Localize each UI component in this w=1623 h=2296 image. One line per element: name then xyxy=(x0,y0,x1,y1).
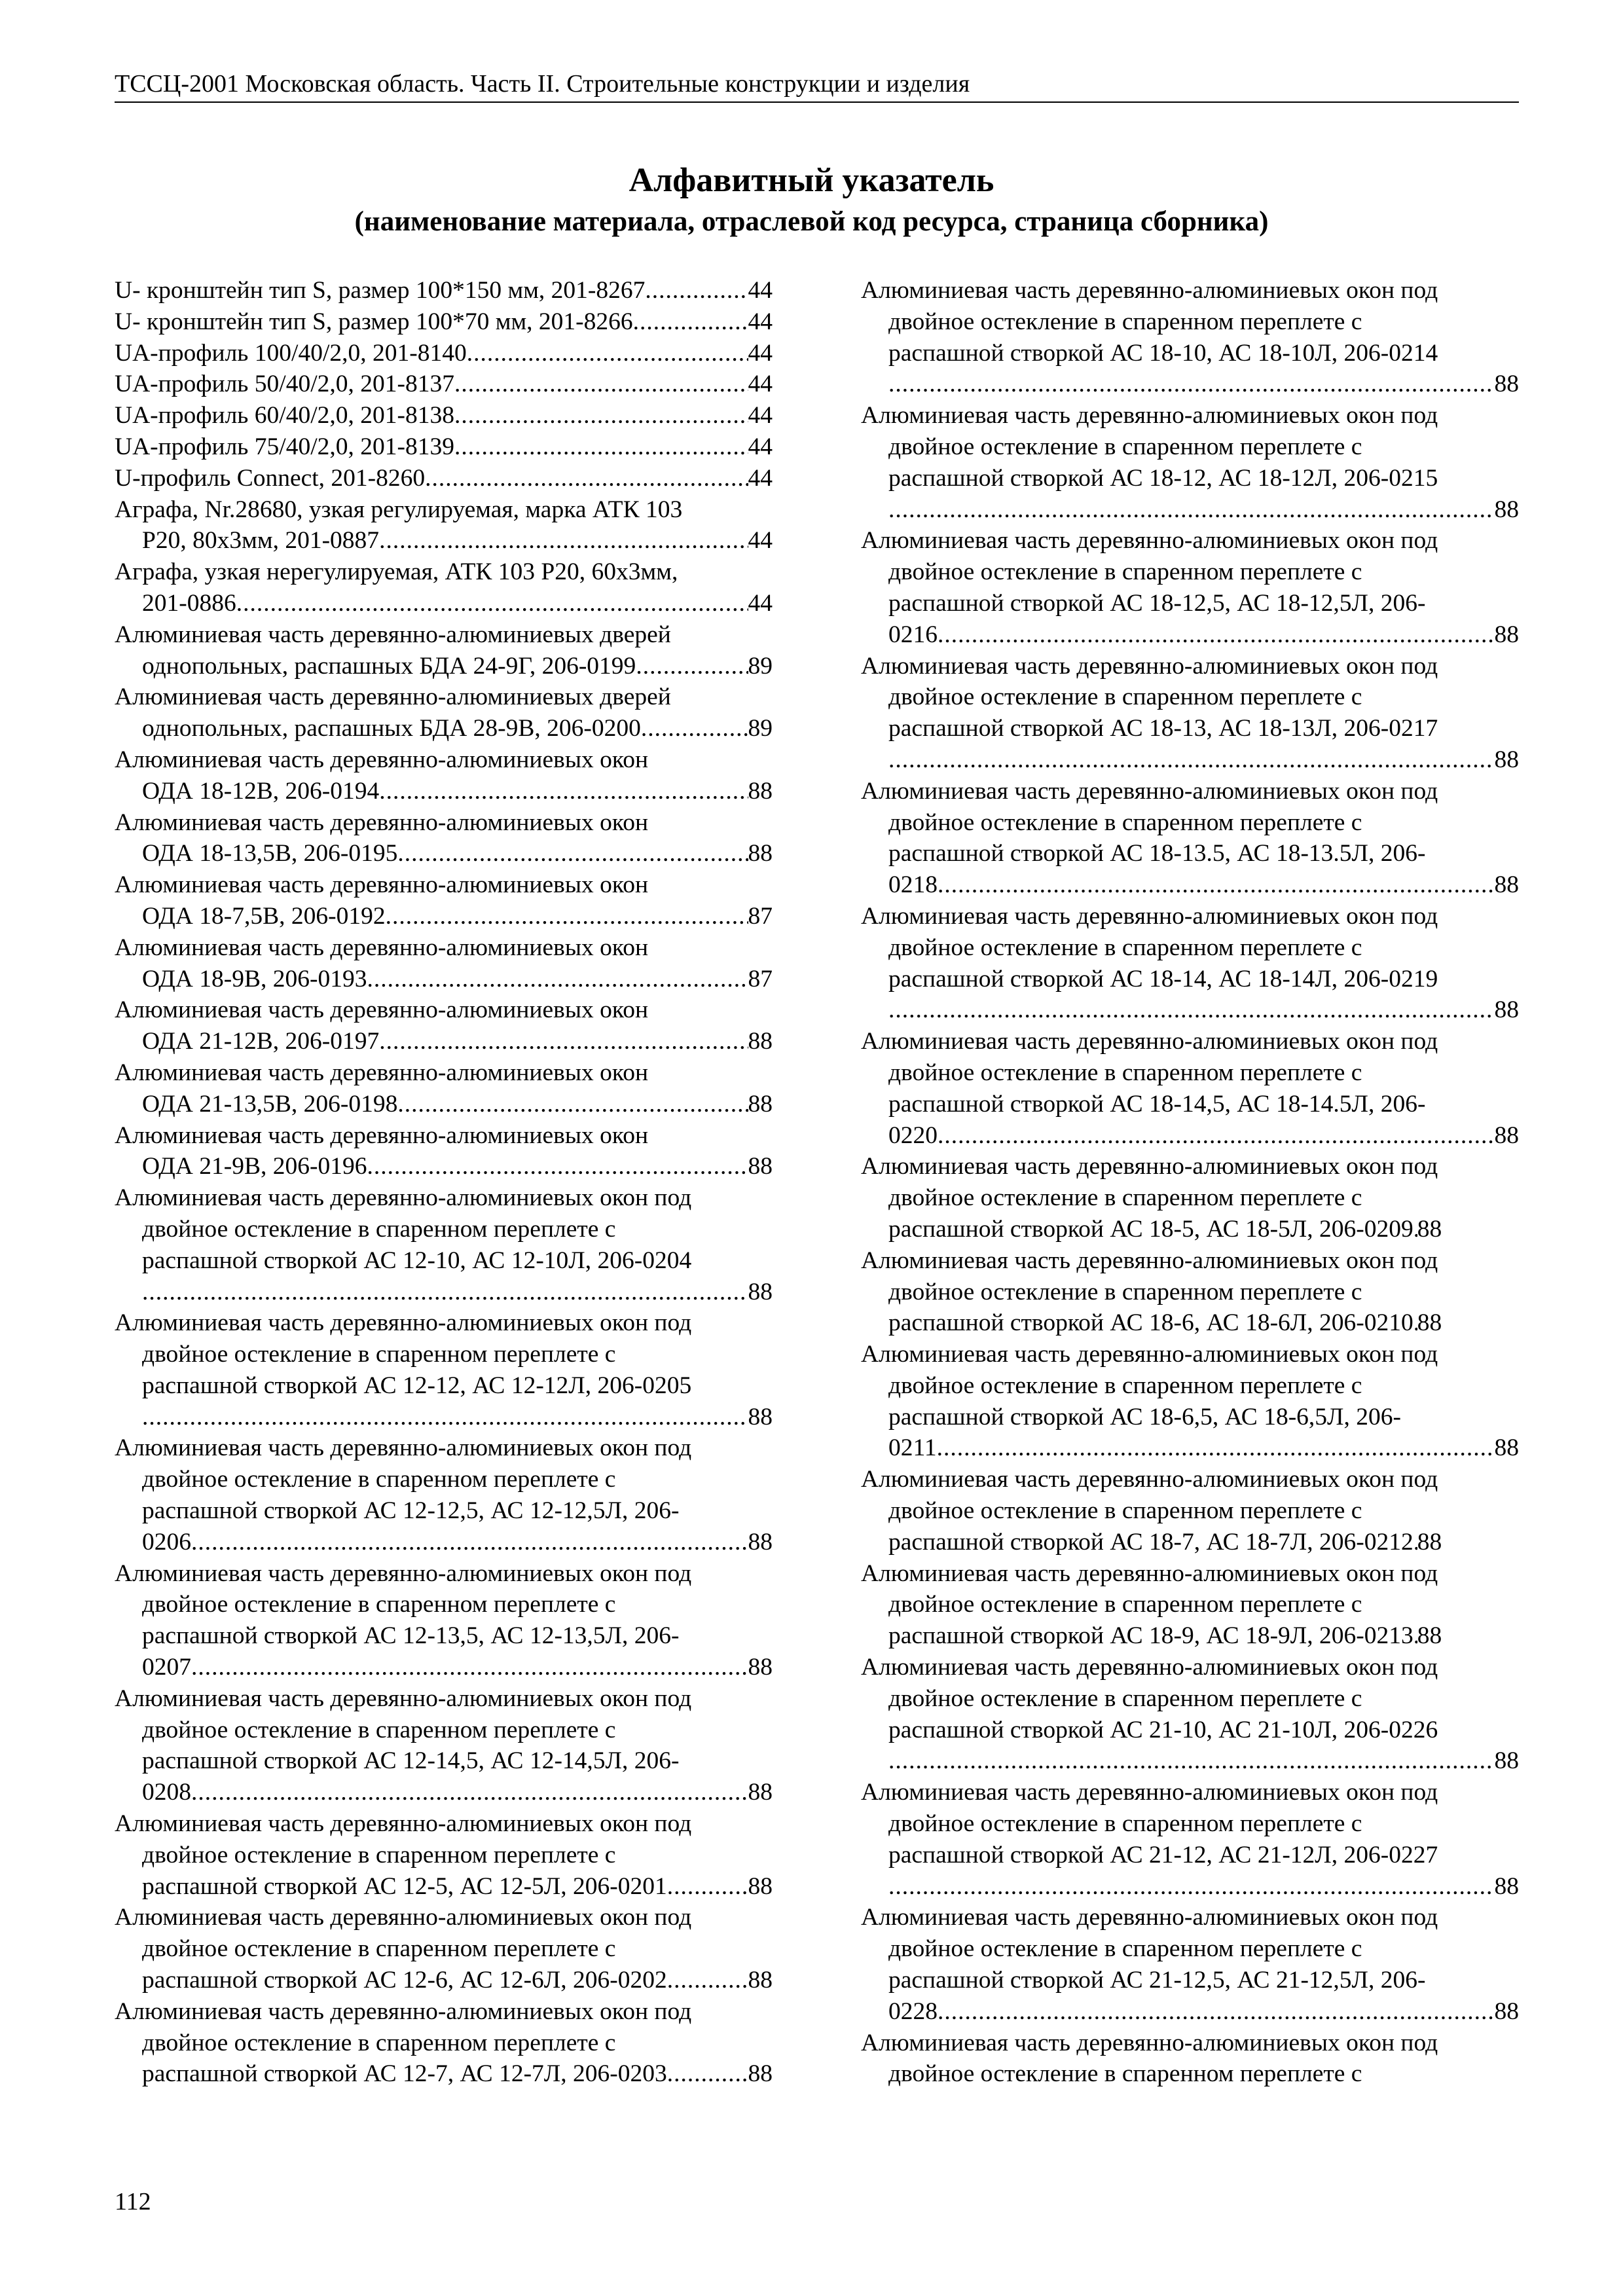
index-entry-text: распашной створкой АС 21-10, АС 21-10Л, 206-0226 xyxy=(888,1716,1438,1743)
dot-leader xyxy=(633,306,748,338)
index-entry xyxy=(115,431,773,463)
index-entry-text: Алюминиевая часть деревянно-алюминиевых окон под xyxy=(861,1779,1438,1806)
index-entry-text: двойное остекление в спаренном переплете с xyxy=(888,1278,1362,1305)
dot-leader xyxy=(888,1745,1495,1777)
dot-leader xyxy=(636,651,748,682)
index-entry xyxy=(115,1120,773,1183)
index-entry-text: Алюминиевая часть деревянно-алюминиевых окон xyxy=(115,1121,649,1149)
index-entry-text: Алюминиевая часть деревянно-алюминиевых окон под xyxy=(861,1341,1438,1368)
index-entry-text: двойное остекление в спаренном переплете с xyxy=(142,1591,616,1618)
index-entry-page: 87 xyxy=(748,965,773,993)
index-entry-text: UA-профиль 100/40/2,0, 201-8140 xyxy=(115,339,467,367)
index-entry-text: Алюминиевая часть деревянно-алюминиевых окон под xyxy=(115,1685,692,1712)
index-entry xyxy=(861,1558,1519,1652)
index-entry-page: 88 xyxy=(1494,1121,1519,1149)
index-entry xyxy=(115,807,773,870)
dot-leader xyxy=(397,1089,748,1120)
index-entry-text: распашной створкой АС 18-13, АС 18-13Л, 206-0217 xyxy=(888,715,1438,742)
index-entry-page: 88 xyxy=(748,2060,773,2088)
index-entry-text: двойное остекление в спаренном переплете с xyxy=(142,1841,616,1868)
index-entry-text: распашной створкой АС 12-5, АС 12-5Л, 206-0201 xyxy=(142,1872,667,1900)
index-entry-page: 44 xyxy=(748,464,773,492)
index-entry-text: U-профиль Connect, 201-8260 xyxy=(115,464,426,492)
index-entry-page: 44 xyxy=(748,339,773,367)
index-entry-text: Алюминиевая часть деревянно-алюминиевых окон xyxy=(115,996,649,1024)
index-entry-text: ОДА 21-13,5В, 206-0198 xyxy=(142,1090,398,1118)
index-entry-page: 88 xyxy=(748,1779,773,1806)
index-entry-page: 88 xyxy=(1494,371,1519,398)
index-entry xyxy=(115,369,773,400)
index-entry-text: двойное остекление в спаренном переплете с xyxy=(142,1341,616,1368)
index-entry-page: 89 xyxy=(748,652,773,680)
index-entry xyxy=(861,400,1519,525)
index-entry-page: 88 xyxy=(748,777,773,805)
dot-leader xyxy=(425,463,748,494)
dot-leader xyxy=(142,1277,748,1308)
index-entry xyxy=(861,651,1519,776)
index-entry-text: U- кронштейн тип S, размер 100*70 мм, 201-8266 xyxy=(115,308,633,335)
dot-leader xyxy=(379,525,748,556)
index-entry-text: двойное остекление в спаренном переплете с xyxy=(888,934,1362,961)
dot-leader xyxy=(938,1120,1495,1152)
index-entry xyxy=(861,776,1519,901)
dot-leader xyxy=(938,1996,1495,2028)
index-entry-text: двойное остекление в спаренном переплете с xyxy=(888,1685,1362,1712)
index-entry-text: Алюминиевая часть деревянно-алюминиевых окон под xyxy=(115,1810,692,1838)
index-entry-text: двойное остекление в спаренном переплете с xyxy=(142,1466,616,1493)
index-entry xyxy=(115,556,773,619)
index-entry-page: 88 xyxy=(1417,1309,1442,1337)
index-title: Алфавитный указатель xyxy=(629,162,994,199)
index-entry-text: однопольных, распашных БДА 28-9В, 206-0200 xyxy=(142,715,641,742)
index-entry-text: распашной створкой АС 18-10, АС 18-10Л, 206-0214 xyxy=(888,339,1438,367)
index-entry-text: Алюминиевая часть деревянно-алюминиевых окон под xyxy=(861,1559,1438,1587)
index-entry-text: распашной створкой АС 21-12, АС 21-12Л, 206-0227 xyxy=(888,1841,1438,1868)
index-entry-page: 44 xyxy=(748,433,773,460)
dot-leader xyxy=(454,431,748,463)
dot-leader xyxy=(454,369,748,400)
index-entry xyxy=(115,994,773,1057)
index-entry-text: 0218 xyxy=(888,871,938,899)
dot-leader xyxy=(888,994,1495,1026)
dot-leader xyxy=(191,1527,748,1558)
index-entry-text: ОДА 18-13,5В, 206-0195 xyxy=(142,840,398,867)
index-entry-text: ОДА 21-12В, 206-0197 xyxy=(142,1028,380,1055)
index-entry-text: двойное остекление в спаренном переплете с xyxy=(888,1497,1362,1525)
dot-leader xyxy=(142,1402,748,1433)
index-entry-text: 0208 xyxy=(142,1779,191,1806)
index-entry-text: Алюминиевая часть деревянно-алюминиевых окон под xyxy=(861,1904,1438,1931)
index-entry-page: 88 xyxy=(748,1278,773,1305)
index-entry-page: 44 xyxy=(748,527,773,555)
dot-leader xyxy=(191,1777,748,1808)
dot-leader xyxy=(888,744,1495,776)
index-entry-text: Алюминиевая часть деревянно-алюминиевых окон xyxy=(115,871,649,899)
index-entry xyxy=(861,525,1519,650)
index-entry-text: двойное остекление в спаренном переплете с xyxy=(142,2029,616,2056)
index-entry-page: 88 xyxy=(1494,621,1519,648)
index-entry-text: распашной створкой АС 18-12,5, АС 18-12,5Л, 206- xyxy=(888,589,1426,617)
dot-leader xyxy=(367,1151,748,1182)
dot-leader xyxy=(937,1432,1495,1464)
index-entry-text: UA-профиль 75/40/2,0, 201-8139 xyxy=(115,433,454,460)
index-entry-page: 88 xyxy=(748,1872,773,1900)
index-entry-text: двойное остекление в спаренном переплете с xyxy=(888,1372,1362,1399)
index-entry xyxy=(115,682,773,744)
index-entry-page: 88 xyxy=(748,1528,773,1556)
index-entry-text: двойное остекление в спаренном переплете с xyxy=(888,1184,1362,1212)
index-entry-text: UA-профиль 50/40/2,0, 201-8137 xyxy=(115,371,454,398)
index-entry-text: Алюминиевая часть деревянно-алюминиевых окон xyxy=(115,934,649,961)
index-entry-page: 88 xyxy=(1417,1215,1442,1243)
index-entry-page: 88 xyxy=(1494,1997,1519,2025)
index-entry xyxy=(861,1151,1519,1245)
index-entry-page: 88 xyxy=(1494,1747,1519,1775)
index-entry-text: однопольных, распашных БДА 24-9Г, 206-0199 xyxy=(142,652,636,680)
index-entry-text: двойное остекление в спаренном переплете с xyxy=(888,809,1362,836)
dot-leader xyxy=(367,964,748,995)
index-entry-text: двойное остекление в спаренном переплете с xyxy=(888,683,1362,711)
index-entry-text: Алюминиевая часть деревянно-алюминиевых окон под xyxy=(861,777,1438,805)
index-entry xyxy=(115,1432,773,1558)
index-entry-text: ОДА 18-12В, 206-0194 xyxy=(142,777,380,805)
index-subtitle: (наименование материала, отраслевой код ресурса, страница сборника) xyxy=(354,206,1269,237)
index-entry-text: двойное остекление в спаренном переплете с xyxy=(888,1935,1362,1963)
index-entry-text: распашной створкой АС 12-13,5, АС 12-13,5Л, 206- xyxy=(142,1622,680,1650)
index-entry-page: 88 xyxy=(1494,1872,1519,1900)
dot-leader xyxy=(386,901,748,932)
index-entry xyxy=(861,1339,1519,1464)
index-entry-text: распашной створкой АС 18-14, АС 18-14Л, 206-0219 xyxy=(888,965,1438,993)
index-entry xyxy=(115,1057,773,1120)
index-entry-text: Алюминиевая часть деревянно-алюминиевых окон под xyxy=(115,1184,692,1212)
index-entry-text: распашной створкой АС 18-7, АС 18-7Л, 206-0212 xyxy=(888,1528,1413,1556)
index-entry-page: 88 xyxy=(748,840,773,867)
index-entry-page: 88 xyxy=(1494,496,1519,523)
index-entry-text: Алюминиевая часть деревянно-алюминиевых окон под xyxy=(115,1309,692,1337)
index-entry-page: 44 xyxy=(748,308,773,335)
index-entry-text: Аграфа, Nr.28680, узкая регулируемая, марка АТК 103 xyxy=(115,496,683,523)
index-entry xyxy=(115,1182,773,1307)
index-entry xyxy=(861,1777,1519,1902)
index-entry-text: Алюминиевая часть деревянно-алюминиевых окон xyxy=(115,1059,649,1086)
index-entry xyxy=(115,306,773,338)
index-entry-page: 88 xyxy=(748,1153,773,1180)
index-entry-text: распашной створкой АС 12-10, АС 12-10Л, 206-0204 xyxy=(142,1247,692,1274)
index-entry xyxy=(115,1808,773,1902)
index-entry-text: Алюминиевая часть деревянно-алюминиевых окон под xyxy=(115,1904,692,1931)
index-entry-text: распашной створкой АС 12-12, АС 12-12Л, 206-0205 xyxy=(142,1372,692,1399)
index-column-right xyxy=(861,275,1519,2090)
index-entry-text: двойное остекление в спаренном переплете с xyxy=(142,1716,616,1743)
index-entry-text: двойное остекление в спаренном переплете с xyxy=(888,1059,1362,1086)
index-entry-text: Алюминиевая часть деревянно-алюминиевых окон под xyxy=(861,1153,1438,1180)
index-entry-text: 0216 xyxy=(888,621,938,648)
index-entry-page: 44 xyxy=(748,402,773,429)
index-entry xyxy=(861,1245,1519,1339)
dot-leader xyxy=(667,1871,748,1903)
dot-leader xyxy=(888,369,1495,400)
index-entry-page: 88 xyxy=(748,1028,773,1055)
dot-leader xyxy=(236,588,748,619)
index-entry-text: Алюминиевая часть деревянно-алюминиевых окон под xyxy=(861,277,1438,304)
index-entry xyxy=(115,494,773,557)
index-entry-page: 88 xyxy=(1494,871,1519,899)
dot-leader xyxy=(397,838,748,869)
dot-leader xyxy=(379,1026,748,1057)
dot-leader xyxy=(888,494,1495,526)
index-entry-text: Алюминиевая часть деревянно-алюминиевых окон под xyxy=(861,402,1438,429)
index-entry-text: Алюминиевая часть деревянно-алюминиевых окон под xyxy=(115,1559,692,1587)
dot-leader xyxy=(938,619,1495,651)
index-entry-text: Алюминиевая часть деревянно-алюминиевых окон под xyxy=(115,1997,692,2025)
index-entry-text: распашной створкой АС 18-14,5, АС 18-14.5Л, 206- xyxy=(888,1090,1426,1118)
dot-leader xyxy=(191,1652,748,1683)
index-entry xyxy=(115,1902,773,1995)
index-entry xyxy=(115,275,773,306)
index-entry-page: 88 xyxy=(1494,746,1519,773)
index-entry xyxy=(861,1026,1519,1151)
index-entry-page: 44 xyxy=(748,277,773,304)
index-entry-text: 0206 xyxy=(142,1528,191,1556)
index-entry xyxy=(115,338,773,369)
index-entry-text: Алюминиевая часть деревянно-алюминиевых окон под xyxy=(861,1028,1438,1055)
index-entry-text: распашной створкой АС 12-7, АС 12-7Л, 206-0203 xyxy=(142,2060,667,2088)
index-entry xyxy=(115,463,773,494)
index-entry-text: 0220 xyxy=(888,1121,938,1149)
index-entry-page: 88 xyxy=(1494,1434,1519,1462)
index-entry-text: распашной створкой АС 18-9, АС 18-9Л, 206-0213 xyxy=(888,1622,1413,1650)
index-entry-text: двойное остекление в спаренном переплете с xyxy=(888,308,1362,335)
index-entry xyxy=(861,1652,1519,1777)
index-entry-text: распашной створкой АС 12-14,5, АС 12-14,5Л, 206- xyxy=(142,1747,680,1775)
index-entry-text: двойное остекление в спаренном переплете с xyxy=(888,558,1362,586)
index-entry-text: двойное остекление в спаренном переплете с xyxy=(888,1591,1362,1618)
index-entry-page: 89 xyxy=(748,715,773,742)
index-entry-text: Алюминиевая часть деревянно-алюминиевых окон xyxy=(115,746,649,773)
index-entry-page: 88 xyxy=(1417,1528,1442,1556)
index-entry-text: распашной створкой АС 18-5, АС 18-5Л, 206-0209 xyxy=(888,1215,1413,1243)
index-entry xyxy=(115,1307,773,1432)
index-entry xyxy=(115,744,773,807)
index-entry-text: двойное остекление в спаренном переплете с xyxy=(888,433,1362,460)
index-entry-text: двойное остекление в спаренном переплете с xyxy=(142,1935,616,1963)
index-entry-text: распашной створкой АС 21-12,5, АС 21-12,5Л, 206- xyxy=(888,1967,1426,1994)
index-entry xyxy=(861,1464,1519,1558)
index-entry-text: 201-0886 xyxy=(142,589,236,617)
index-entry-page: 88 xyxy=(1494,996,1519,1024)
index-entry-text: Алюминиевая часть деревянно-алюминиевых окон под xyxy=(861,1654,1438,1681)
index-entry xyxy=(115,1996,773,2090)
index-entry-text: Алюминиевая часть деревянно-алюминиевых окон под xyxy=(861,527,1438,555)
index-column-left xyxy=(115,275,773,2090)
index-entry-text: Аграфа, узкая нерегулируемая, АТК 103 Р20, 60х3мм, xyxy=(115,558,678,586)
index-entry xyxy=(115,400,773,431)
index-entry-text: Алюминиевая часть деревянно-алюминиевых окон под xyxy=(861,2029,1438,2056)
dot-leader xyxy=(645,275,748,306)
index-entry xyxy=(115,932,773,995)
index-entry-text: U- кронштейн тип S, размер 100*150 мм, 201-8267 xyxy=(115,277,646,304)
index-entry-text: распашной створкой АС 18-6,5, АС 18-6,5Л, 206- xyxy=(888,1403,1401,1430)
index-entry-text: P20, 80х3мм, 201-0887 xyxy=(142,527,380,555)
index-entry-page: 88 xyxy=(748,1654,773,1681)
index-entry xyxy=(861,1902,1519,2027)
index-entry xyxy=(115,619,773,682)
index-entry xyxy=(861,2028,1519,2090)
index-entry-text: ОДА 18-7,5В, 206-0192 xyxy=(142,902,386,930)
index-entry-text: Алюминиевая часть деревянно-алюминиевых дверей xyxy=(115,621,671,648)
index-entry xyxy=(115,1683,773,1808)
index-entry-text: ОДА 18-9В, 206-0193 xyxy=(142,965,367,993)
index-entry-text: Алюминиевая часть деревянно-алюминиевых окон под xyxy=(861,652,1438,680)
index-entry-text: распашной створкой АС 18-12, АС 18-12Л, 206-0215 xyxy=(888,464,1438,492)
index-entry-text: 0228 xyxy=(888,1997,938,2025)
dot-leader xyxy=(667,2058,748,2090)
index-entry-page: 88 xyxy=(748,1967,773,1994)
index-entry-text: Алюминиевая часть деревянно-алюминиевых окон под xyxy=(861,1247,1438,1274)
index-entry-text: распашной створкой АС 12-6, АС 12-6Л, 206-0202 xyxy=(142,1967,667,1994)
dot-leader xyxy=(888,1871,1495,1903)
dot-leader xyxy=(641,713,748,744)
index-entry xyxy=(861,275,1519,400)
running-header: ТССЦ-2001 Московская область. Часть II. Строительные конструкции и изделия xyxy=(115,69,1519,103)
index-entry-page: 88 xyxy=(1417,1622,1442,1650)
dot-leader xyxy=(454,400,748,431)
index-entry-text: двойное остекление в спаренном переплете с xyxy=(142,1215,616,1243)
index-entry-text: Алюминиевая часть деревянно-алюминиевых окон xyxy=(115,809,649,836)
index-entry-text: распашной створкой АС 18-6, АС 18-6Л, 206-0210 xyxy=(888,1309,1413,1337)
index-entry-text: распашной створкой АС 18-13.5, АС 18-13.5Л, 206- xyxy=(888,840,1426,867)
index-entry-text: 0207 xyxy=(142,1654,191,1681)
index-entry-text: 0211 xyxy=(888,1434,937,1462)
index-entry-page: 88 xyxy=(748,1090,773,1118)
index-entry-text: UA-профиль 60/40/2,0, 201-8138 xyxy=(115,402,454,429)
index-entry-text: двойное остекление в спаренном переплете с xyxy=(888,2060,1362,2088)
index-entry-page: 88 xyxy=(748,1403,773,1430)
index-entry xyxy=(115,1558,773,1683)
index-entry-text: распашной створкой АС 12-12,5, АС 12-12,5Л, 206- xyxy=(142,1497,680,1525)
index-entry xyxy=(861,901,1519,1026)
index-entry-text: Алюминиевая часть деревянно-алюминиевых дверей xyxy=(115,683,671,711)
dot-leader xyxy=(467,338,748,369)
index-entry-text: Алюминиевая часть деревянно-алюминиевых окон под xyxy=(861,1466,1438,1493)
index-entry-text: Алюминиевая часть деревянно-алюминиевых окон под xyxy=(115,1434,692,1462)
index-entry-text: Алюминиевая часть деревянно-алюминиевых окон под xyxy=(861,902,1438,930)
index-entry-page: 44 xyxy=(748,371,773,398)
index-entry-page: 44 xyxy=(748,589,773,617)
page-number: 112 xyxy=(115,2188,151,2215)
dot-leader xyxy=(379,776,748,807)
dot-leader xyxy=(938,869,1495,901)
index-entry-page: 87 xyxy=(748,902,773,930)
index-entry-text: двойное остекление в спаренном переплете с xyxy=(888,1810,1362,1838)
dot-leader xyxy=(667,1965,748,1996)
index-entry xyxy=(115,869,773,932)
index-entry-text: ОДА 21-9В, 206-0196 xyxy=(142,1153,367,1180)
